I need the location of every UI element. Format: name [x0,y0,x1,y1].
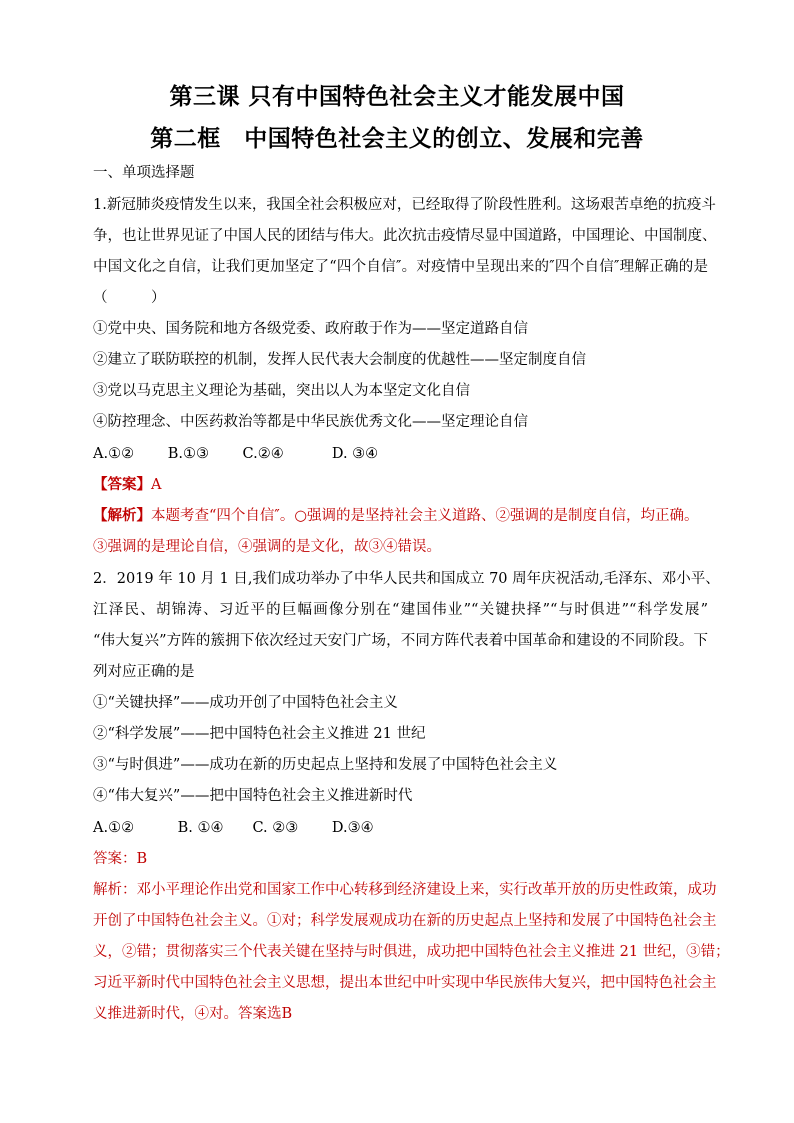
q2-answer: 答案：B [93,851,148,867]
q2-choices: A.①② B. ①④ C. ②③ D.③④ [93,820,374,836]
q1-stem-blank: （ ） [93,290,166,306]
q1-choices: A.①② B.①③ C.②④ D. ③④ [93,446,379,462]
q1-answer [93,475,708,495]
q1-analysis-text-1: 本题考查“四个自信″。○强调的是坚持社会主义道路、②强调的是制度自信，均正确。 [151,508,699,524]
q2-analysis-line-2: 开创了中国特色社会主义。①对；科学发展观成功在新的历史起点上坚持和发展了中国特色社会主 [93,913,717,929]
q1-option-3: ③党以马克思主义理论为基础，突出以人为本坚定文化自信 [93,383,470,399]
q2-option-2: ②“科学发展”——把中国特色社会主义推进 21 世纪 [93,726,426,742]
q2-analysis-line-5: 义推进新时代，④对。答案选B [93,1006,293,1022]
q2-analysis-line-1: 解析：邓小平理论作出党和国家工作中心转移到经济建设上来，实行改革开放的历史性政策，成功 [93,882,717,898]
q1-answer-value: A [151,477,162,493]
q2-option-3: ③“与时俱进”——成功在新的历史起点上坚持和发展了中国特色社会主义 [93,757,558,773]
q1-option-2: ②建立了联防联控的机制，发挥人民代表大会制度的优越性——坚定制度自信 [93,352,586,368]
q2-analysis-line-4: 习近平新时代中国特色社会主义思想，提出本世纪中叶实现中华民族伟大复兴，把中国特色社会主 [93,975,717,991]
q2-stem-line-1: 2．2019 年 10 月 1 日,我们成功举办了中华人民共和国成立 70 周年庆祝活动,毛泽东、邓小平、 [93,571,720,587]
q1-analysis-label: 【解析】 [93,507,151,524]
section-heading: 一、单项选择题 [93,165,195,181]
q1-option-4: ④防控理念、中医药救治等都是中华民族优秀文化——坚定理论自信 [93,414,528,430]
q1-option-1: ①党中央、国务院和地方各级党委、政府敢于作为——坚定道路自信 [93,321,528,337]
q2-analysis-line-3: 义，②错；贯彻落实三个代表关键在坚持与时俱进，成功把中国特色社会主义推进 21 世纪，③错； [93,944,730,960]
q1-analysis-line-1 [93,506,708,526]
q2-stem-line-2: 江泽民、胡锦涛、习近平的巨幅画像分别在“建国伟业”“关键抉择”“与时俱进”“科学发展” [93,602,708,618]
q1-answer-label: 【答案】 [93,476,151,493]
q1-stem-line-3: 中国文化之自信，让我们更加坚定了“四个自信″。对疫情中呈现出来的″四个自信″理解正确的是 [93,259,708,275]
q1-analysis-line-2: ③强调的是理论自信，④强调的是文化，故③④错误。 [93,539,441,555]
q2-option-4: ④“伟大复兴”——把中国特色社会主义推进新时代 [93,788,413,804]
q1-stem-line-1: 1.新冠肺炎疫情发生以来，我国全社会积极应对，已经取得了阶段性胜利。这场艰苦卓绝的抗疫斗 [93,197,716,213]
section-title: 第二框 中国特色社会主义的创立、发展和完善 [150,126,644,152]
q1-stem-line-2: 争，也让世界见证了中国人民的团结与伟大。此次抗击疫情尽显中国道路，中国理论、中国制度、 [93,228,717,244]
lesson-title: 第三课 只有中国特色社会主义才能发展中国 [169,84,625,110]
q2-option-1: ①“关键抉择”——成功开创了中国特色社会主义 [93,695,398,711]
q2-stem-line-3: “伟大复兴”方阵的簇拥下依次经过天安门广场，不同方阵代表着中国革命和建设的不同阶段。下 [93,633,708,649]
q2-stem-line-4: 列对应正确的是 [93,664,195,680]
